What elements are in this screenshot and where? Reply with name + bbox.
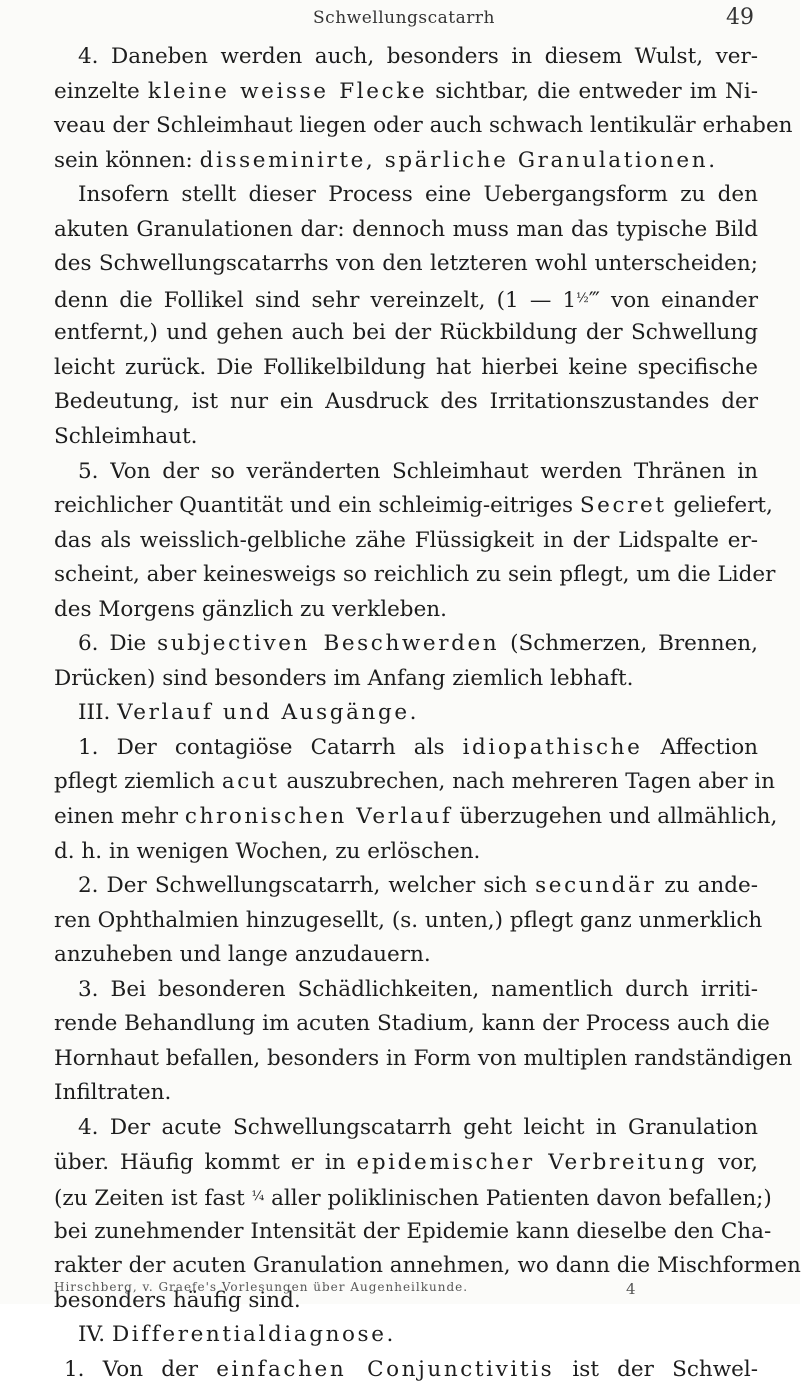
spaced-emphasis: secundär [535,873,657,899]
text-line: 3. Bei besonderen Schädlichkeiten, namentlich durch irriti- [78,976,758,1002]
text-line: veau der Schleimhaut liegen oder auch schwach lentikulär erhaben [54,113,793,139]
text-line: denn die Follikel sind sehr vereinzelt, (1 — $1^{\frac{1}{2}}‴$ von einander [54,287,758,313]
text-line: 4. Daneben werden auch, besonders in diesem Wulst, ver- [78,44,758,69]
text-line: anzuheben und lange anzudauern. [54,942,431,968]
text-line: d. h. in wenigen Wochen, zu erlöschen. [54,838,481,864]
running-title: Schwellungscatarrh [313,8,495,28]
text-line: scheint, aber keinesweigs so reichlich zu sein pflegt, um die Lider [54,562,776,588]
text-line: 1. Von der einfachen Conjunctivitis ist der Schwel- [64,1356,758,1382]
text-line: Bedeutung, ist nur ein Ausdruck des Irritationszustandes der [54,389,758,415]
text-line: besonders häufig sind. [54,1287,301,1313]
spaced-emphasis: einfachen Conjunctivitis [216,1356,555,1382]
text-line: Schleimhaut. [54,424,198,450]
text-line: 2. Der Schwellungscatarrh, welcher sich secundär zu ande- [78,873,758,899]
text-line: einen mehr chronischen Verlauf überzugehen und allmählich, [54,804,778,830]
spaced-emphasis: idiopathische [462,734,643,760]
text-line: 1. Der contagiöse Catarrh als idiopathische Affection [78,734,758,760]
text-line: über. Häufig kommt er in epidemischer Verbreitung vor, [54,1149,758,1175]
signature-mark: 4 [626,1280,636,1298]
text-line: Infiltraten. [54,1080,172,1106]
text-line: pflegt ziemlich acut auszubrechen, nach mehreren Tagen aber in [54,769,776,795]
body-text [54,40,801,1387]
spaced-emphasis: acut [221,769,280,795]
text-line: reichlicher Quantität und ein schleimig-eitriges Secret geliefert, [54,493,773,519]
spaced-emphasis: Verlauf und Ausgänge [117,700,410,726]
text-line: sein können: disseminirte, spärliche Granulationen. [54,147,716,173]
spaced-emphasis: Secret [579,493,667,519]
fraction: ¼ [251,1189,265,1205]
text-line: akuten Granulationen dar: dennoch muss man das typische Bild [54,216,758,242]
text-line: leicht zurück. Die Follikelbildung hat hierbei keine specifische [54,354,758,380]
spaced-emphasis: disseminirte, spärliche Granulationen [199,147,709,173]
spaced-emphasis: kleine weisse Flecke [147,78,428,104]
text-line: 5. Von der so veränderten Schleimhaut werden Thränen in [78,458,758,484]
text-line: 4. Der acute Schwellungscatarrh geht leicht in Granulation [78,1114,758,1140]
text-line: des Morgens gänzlich zu verkleben. [54,596,447,622]
text-line: entfernt,) und gehen auch bei der Rückbildung der Schwellung [54,320,758,346]
spaced-emphasis: epidemischer Verbreitung [356,1149,708,1175]
footer-citation: Hirschberg, v. Graefe's Vorlesungen über Augenheilkunde. [54,1280,469,1294]
text-line: einzelte kleine weisse Flecke sichtbar, die entweder im Ni- [54,78,759,104]
text-line: 6. Die subjectiven Beschwerden (Schmerzen, Brennen, [78,631,758,657]
text-line: Hornhaut befallen, besonders in Form von multiplen randständigen [54,1045,793,1071]
spaced-emphasis: subjectiven Beschwerden [157,631,500,657]
text-line: Insofern stellt dieser Process eine Uebergangsform zu den [78,182,758,208]
page-footer [54,1280,758,1300]
text-line: rakter der acuten Granulation annehmen, wo dann die Mischformen [54,1253,801,1279]
page-number: 49 [726,5,754,30]
fraction: ½ [576,290,589,306]
running-head [54,5,754,32]
text-line: ren Ophthalmien hinzugesellt, (s. unten,) pflegt ganz unmerklich [54,907,763,933]
text-line: rende Behandlung im acuten Stadium, kann der Process auch die [54,1011,770,1037]
text-line: des Schwellungscatarrhs von den letzteren wohl unterscheiden; [54,251,758,277]
text-line: bei zunehmender Intensität der Epidemie kann dieselbe den Cha- [54,1218,772,1244]
text-line: (zu Zeiten ist fast $^{\frac{1}{4}}$ aller poliklinischen Patienten davon befallen;) [54,1186,772,1212]
text-line: das als weisslich-gelbliche zähe Flüssigkeit in der Lidspalte er- [54,527,758,553]
section-heading: III. Verlauf und Ausgänge. [78,700,417,726]
section-heading: IV. Differentialdiagnose. [78,1322,394,1348]
spaced-emphasis: chronischen Verlauf [184,804,453,830]
text-line: Drücken) sind besonders im Anfang ziemlich lebhaft. [54,665,634,691]
spaced-emphasis: Differentialdiagnose [111,1322,387,1348]
